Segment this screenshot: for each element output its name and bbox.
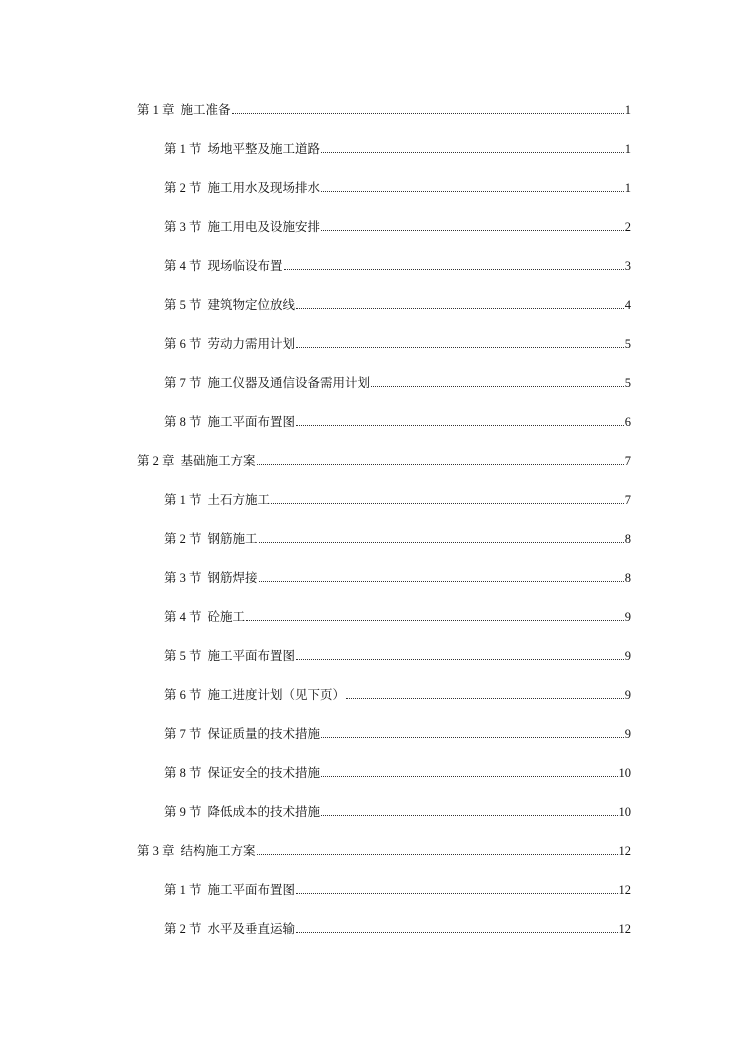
leader-dots	[321, 229, 624, 231]
toc-entry-label: 第 6 节 施工进度计划（见下页）	[164, 688, 346, 702]
toc-entry-label: 第 7 节 施工仪器及通信设备需用计划	[164, 376, 371, 390]
toc-entry[interactable]	[164, 141, 631, 157]
toc-page-number: 8	[624, 571, 631, 585]
toc-entry[interactable]	[164, 726, 631, 742]
toc-entry-label: 第 2 节 水平及垂直运输	[164, 922, 296, 936]
toc-page-number: 1	[624, 181, 631, 195]
toc-page-number: 8	[624, 532, 631, 546]
leader-dots	[296, 892, 617, 894]
toc-entry-label: 第 8 节 保证安全的技术措施	[164, 766, 321, 780]
toc-entry[interactable]	[137, 102, 631, 118]
toc-page-number: 12	[618, 883, 631, 897]
toc-entry[interactable]	[164, 336, 631, 352]
toc-page-number: 3	[624, 259, 631, 273]
toc-entry-label: 第 2 节 钢筋施工	[164, 532, 258, 546]
toc-entry-label: 第 3 节 钢筋焊接	[164, 571, 258, 585]
toc-entry[interactable]	[137, 453, 631, 469]
toc-entry[interactable]	[164, 492, 631, 508]
leader-dots	[321, 775, 617, 777]
leader-dots	[321, 736, 624, 738]
toc-entry-label: 第 1 节 场地平整及施工道路	[164, 142, 321, 156]
toc-entry-label: 第 6 节 劳动力需用计划	[164, 337, 296, 351]
toc-entry-label: 第 3 节 施工用电及设施安排	[164, 220, 321, 234]
leader-dots	[321, 151, 624, 153]
toc-page-number: 7	[624, 454, 631, 468]
leader-dots	[321, 190, 624, 192]
toc-entry-label: 第 3 章 结构施工方案	[137, 844, 256, 858]
toc-page-number: 10	[618, 805, 631, 819]
leader-dots	[246, 619, 624, 621]
toc-entry-label: 第 2 章 基础施工方案	[137, 454, 256, 468]
leader-dots	[259, 541, 624, 543]
toc-page-number: 9	[624, 610, 631, 624]
toc-entry[interactable]	[164, 648, 631, 664]
leader-dots	[257, 853, 618, 855]
toc-page-number: 9	[624, 727, 631, 741]
leader-dots	[296, 931, 617, 933]
leader-dots	[296, 346, 624, 348]
toc-entry[interactable]	[164, 570, 631, 586]
toc-page-number: 9	[624, 649, 631, 663]
toc-page-number: 5	[624, 337, 631, 351]
toc-entry-label: 第 9 节 降低成本的技术措施	[164, 805, 321, 819]
leader-dots	[321, 814, 617, 816]
toc-entry[interactable]	[164, 687, 631, 703]
toc-entry-label: 第 1 章 施工准备	[137, 103, 231, 117]
toc-entry[interactable]	[164, 804, 631, 820]
leader-dots	[284, 268, 624, 270]
leader-dots	[346, 697, 624, 699]
toc-page-number: 6	[624, 415, 631, 429]
toc-page-number: 10	[618, 766, 631, 780]
toc-entry[interactable]	[137, 843, 631, 859]
toc-page-number: 12	[618, 844, 631, 858]
toc-entry[interactable]	[164, 609, 631, 625]
toc-entry-label: 第 5 节 施工平面布置图	[164, 649, 296, 663]
toc-entry[interactable]	[164, 180, 631, 196]
toc-entry-label: 第 7 节 保证质量的技术措施	[164, 727, 321, 741]
leader-dots	[296, 658, 624, 660]
leader-dots	[259, 580, 624, 582]
toc-page-number: 2	[624, 220, 631, 234]
toc-page-number: 5	[624, 376, 631, 390]
toc-entry-label: 第 4 节 现场临设布置	[164, 259, 283, 273]
toc-entry-label: 第 8 节 施工平面布置图	[164, 415, 296, 429]
toc-entry[interactable]	[164, 297, 631, 313]
toc-entry-label: 第 4 节 砼施工	[164, 610, 246, 624]
toc-entry-label: 第 2 节 施工用水及现场排水	[164, 181, 321, 195]
toc-entry[interactable]	[164, 882, 631, 898]
toc-page-number: 12	[618, 922, 631, 936]
leader-dots	[271, 502, 624, 504]
toc-page-number: 7	[624, 493, 631, 507]
toc-page-number: 9	[624, 688, 631, 702]
leader-dots	[296, 424, 624, 426]
toc-entry[interactable]	[164, 219, 631, 235]
toc-entry[interactable]	[164, 921, 631, 937]
toc-page-number: 1	[624, 103, 631, 117]
toc-entry-label: 第 1 节 施工平面布置图	[164, 883, 296, 897]
leader-dots	[232, 112, 624, 114]
leader-dots	[371, 385, 624, 387]
toc-entry[interactable]	[164, 258, 631, 274]
leader-dots	[257, 463, 624, 465]
toc-entry-label: 第 5 节 建筑物定位放线	[164, 298, 296, 312]
toc-entry[interactable]	[164, 414, 631, 430]
toc-entry[interactable]	[164, 765, 631, 781]
toc-entry-label: 第 1 节 土石方施工	[164, 493, 271, 507]
toc-entry[interactable]	[164, 531, 631, 547]
toc-page-number: 4	[624, 298, 631, 312]
toc-page-number: 1	[624, 142, 631, 156]
leader-dots	[296, 307, 624, 309]
toc-entry[interactable]	[164, 375, 631, 391]
